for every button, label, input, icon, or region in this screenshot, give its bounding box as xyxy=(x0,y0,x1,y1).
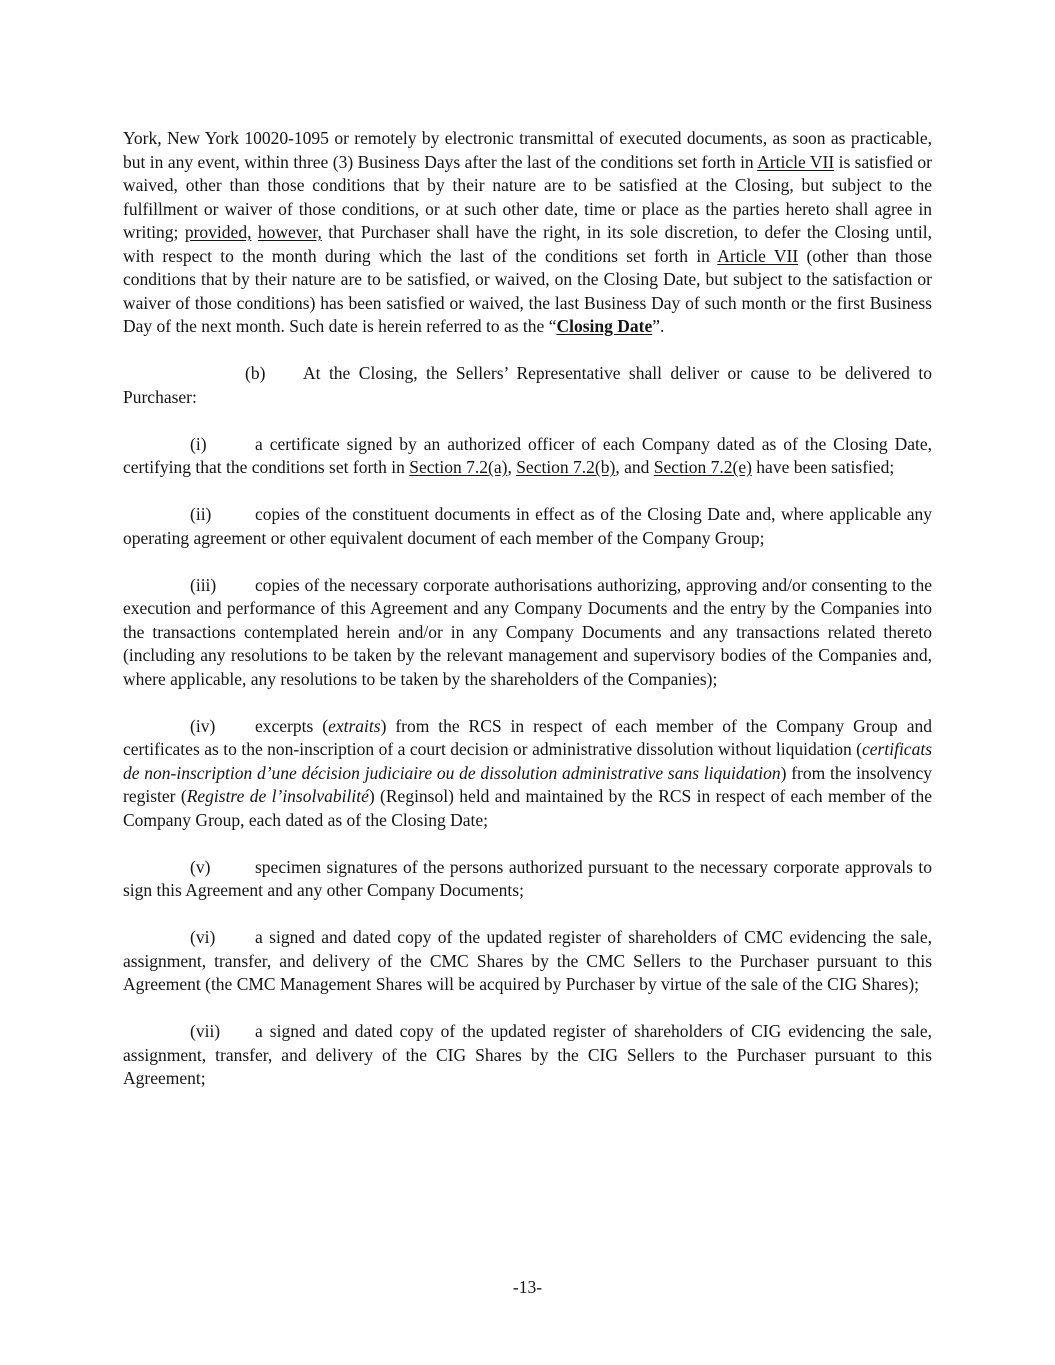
clause-item-i-text: a certificate signed by an authorized officer of each Company dated as of the Closing Date, certifying that the conditions set forth in Section 7.2(a), Section 7.2(b), and Section 7.2(e) have been satisfied; xyxy=(123,433,932,477)
clause-item-ii-text: copies of the constituent documents in effect as of the Closing Date and, where applicable any operating agreement or other equivalent document of each member of the Company Group; xyxy=(123,504,932,548)
clause-item-iii-label: (iii) xyxy=(190,574,217,595)
paragraph-continuation xyxy=(123,127,932,339)
clause-item-iv-text: excerpts (extraits) from the RCS in respect of each member of the Company Group and certificates as to the non-inscription of a court decision or administrative dissolution without liquidation (certificats de non-inscription d’une décision judiciaire ou de dissolution administrative sans liquidation) from the insolvency register (Registre de l’insolvabilité) (Reginsol) held and maintained by the RCS in respect of each member of the Company Group, each dated as of the Closing Date; xyxy=(123,715,932,830)
clause-item-vii xyxy=(123,1020,932,1091)
clause-item-v-label: (v) xyxy=(190,856,211,877)
clause-item-vii-label: (vii) xyxy=(190,1021,221,1041)
clause-item-v-text: specimen signatures of the persons authorized pursuant to the necessary corporate approvals to sign this Agreement and any other Company Documents; xyxy=(123,856,932,900)
paragraph-continuation-text: York, New York 10020-1095 or remotely by electronic transmittal of executed documents, as soon as practicable, but in any event, within three (3) Business Days after the last of the conditions set forth in Article VII is satisfied or waived, other than those conditions that by their nature are to be satisfied at the Closing, but subject to the fulfillment or waiver of those conditions, or at such other date, time or place as the parties hereto shall agree in writing; provided, however, that Purchaser shall have the right, in its sole discretion, to defer the Closing until, with respect to the month during which the last of the conditions set forth in Article VII (other than those conditions that by their nature are to be satisfied, or waived, on the Closing Date, but subject to the satisfaction or waiver of those conditions) has been satisfied or waived, the last Business Day of such month or the first Business Day of the next month. Such date is herein referred to as the “Closing Date”. xyxy=(123,128,932,336)
clause-b-label: (b) xyxy=(245,363,266,383)
page-number: -13- xyxy=(512,1277,543,1297)
clause-item-v xyxy=(123,856,932,903)
document-body xyxy=(123,127,932,1114)
clause-item-iv-label: (iv) xyxy=(190,715,216,736)
clause-item-iii-text: copies of the necessary corporate authorisations authorizing, approving and/or consenting to the execution and performance of this Agreement and any Company Documents and the entry by the Companies into the transactions contemplated herein and/or in any Company Documents and any transactions related thereto (including any resolutions to be taken by the relevant management and supervisory bodies of the Companies and, where applicable, any resolutions to be taken by the shareholders of the Companies); xyxy=(123,574,932,689)
clause-item-vi-text: a signed and dated copy of the updated register of shareholders of CMC evidencing the sale, assignment, transfer, and delivery of the CMC Shares by the CMC Sellers to the Purchaser pursuant to this Agreement (the CMC Management Shares will be acquired by Purchaser by virtue of the sale of the CIG Shares); xyxy=(123,927,932,994)
clause-item-vi xyxy=(123,926,932,997)
clause-item-ii-label: (ii) xyxy=(190,504,212,524)
clause-item-vii-text: a signed and dated copy of the updated register of shareholders of CIG evidencing the sale, assignment, transfer, and delivery of the CIG Shares by the CIG Sellers to the Purchaser pursuant to this Agreement; xyxy=(123,1021,932,1088)
clause-item-iv xyxy=(123,715,932,833)
clause-item-i xyxy=(123,433,932,480)
clause-item-iii xyxy=(123,574,932,692)
clause-item-i-label: (i) xyxy=(190,433,207,454)
clause-b-text: At the Closing, the Sellers’ Representative shall deliver or cause to be delivered to Purchaser: xyxy=(123,363,932,407)
clause-b xyxy=(123,362,932,409)
clause-item-ii xyxy=(123,503,932,550)
clause-item-vi-label: (vi) xyxy=(190,927,216,947)
